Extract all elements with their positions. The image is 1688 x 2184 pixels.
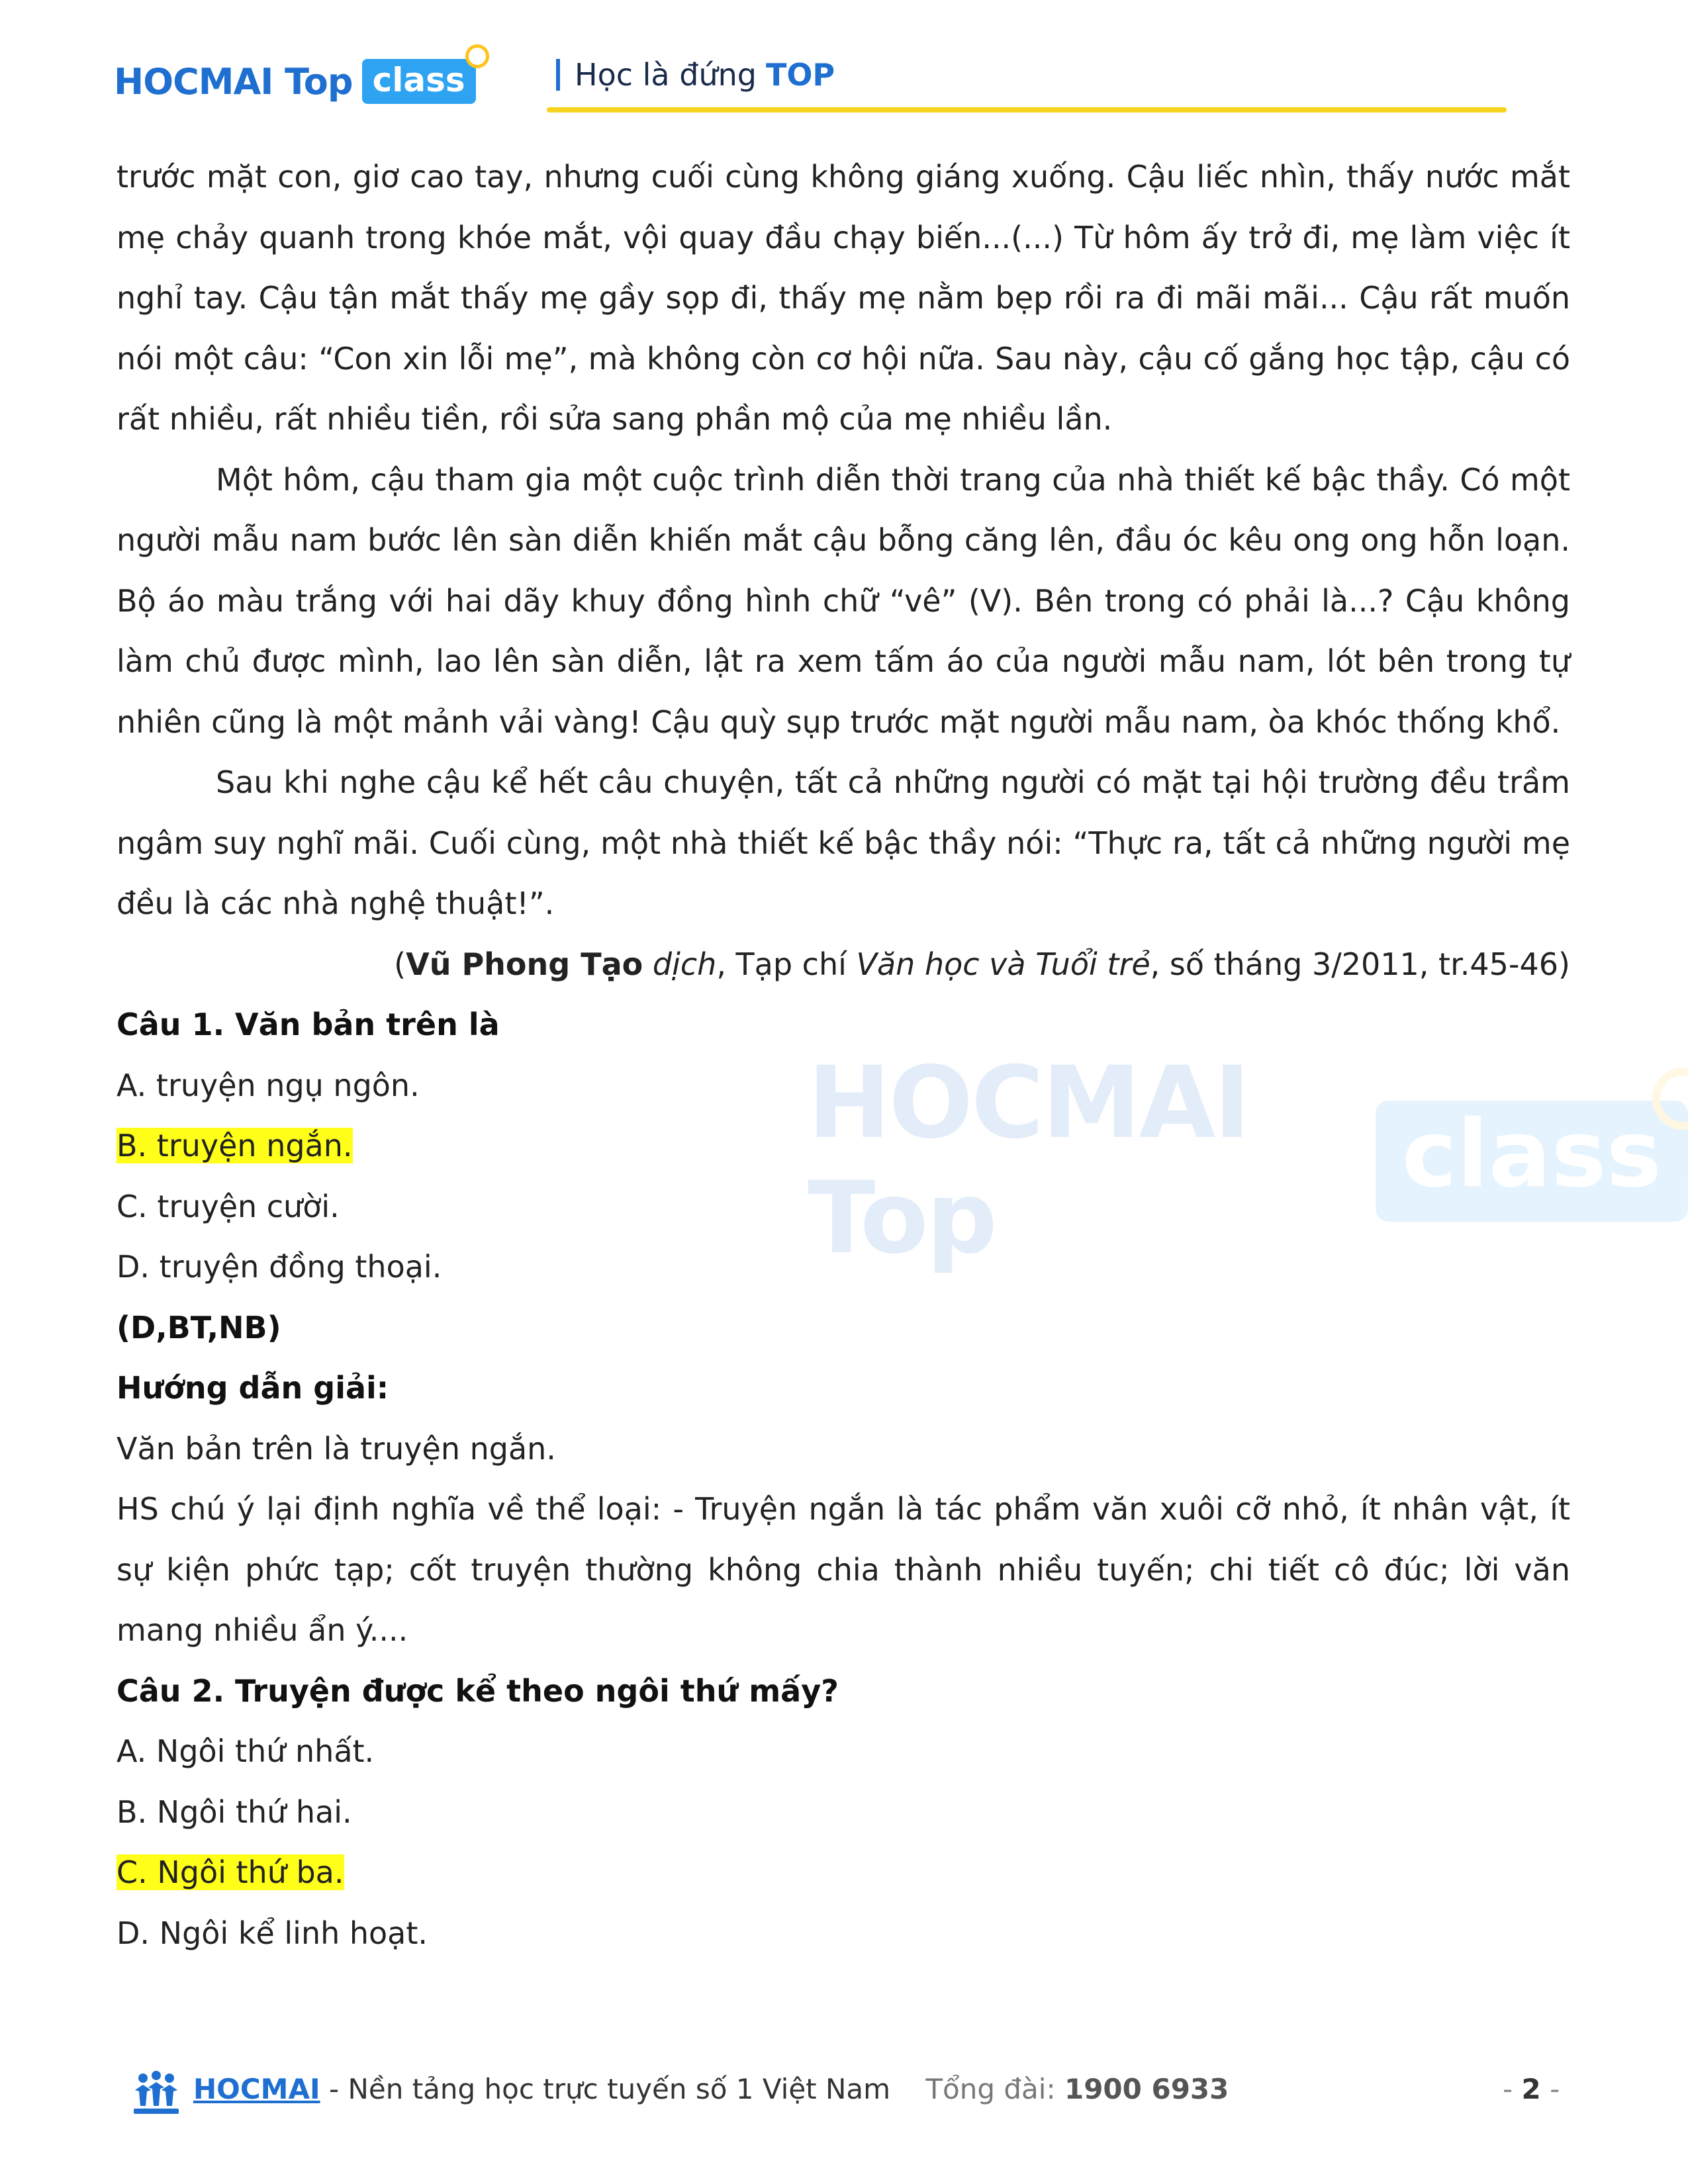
question-2-option-d: D. Ngôi kể linh hoạt. (117, 1915, 428, 1951)
source-magazine: Văn học và Tuổi trẻ (856, 946, 1150, 982)
watermark-class-text: class (1401, 1100, 1662, 1208)
page-number-prefix: - (1503, 2073, 1522, 2105)
logo-wordmark: HOCMAI Top (114, 60, 353, 103)
question-2-option-c (117, 1843, 1570, 1903)
page-number-value: 2 (1521, 2073, 1541, 2105)
source-open: ( (394, 946, 406, 982)
page-number (1503, 2073, 1560, 2105)
footer-brand-link[interactable]: HOCMAI (193, 2073, 320, 2105)
hotline-label: Tổng đài: (925, 2073, 1064, 2105)
story-paragraph-2: Một hôm, cậu tham gia một cuộc trình diễn thời trang của nhà thiết kế bậc thầy. Có một người mẫu nam bước lên sàn diễn khiến mắt cậu bỗng căng lên, đầu óc kêu ong ong hỗn loạn. Bộ áo màu trắng với hai dãy khuy đồng hình chữ “vê” (V). Bên trong có phải là...? Cậu không làm chủ được mình, lao lên sàn diễn, lật ra xem tấm áo của người mẫu nam, lót bên trong tự nhiên cũng là một mảnh vải vàng! Cậu quỳ sụp trước mặt người mẫu nam, òa khóc thống khổ. (117, 461, 1570, 740)
footer-tagline (193, 2073, 1229, 2105)
highlighted-answer: C. Ngôi thứ ba. (117, 1854, 344, 1890)
footer-tagline-text: - Nền tảng học trực tuyến số 1 Việt Nam (320, 2073, 891, 2105)
question-1-tag: (D,BT,NB) (117, 1309, 281, 1345)
question-1-option-c: C. truyện cười. (117, 1188, 340, 1224)
slogan-prefix: Học là đứng (575, 57, 757, 93)
source-translated: dịch (652, 946, 717, 982)
question-1-guide-line-1: Văn bản trên là truyện ngắn. (117, 1430, 556, 1467)
logo-class-badge (362, 59, 476, 104)
page-footer (0, 2065, 1688, 2131)
source-mid: , Tạp chí (716, 946, 857, 982)
footer-hotline (925, 2073, 1229, 2105)
hocmai-people-icon (130, 2070, 183, 2116)
page-header (0, 0, 1688, 132)
header-slogan (556, 57, 835, 93)
question-2-title: Câu 2. Truyện được kể theo ngôi thứ mấy? (117, 1672, 839, 1709)
question-1-title: Câu 1. Văn bản trên là (117, 1007, 500, 1042)
slogan-strong: TOP (765, 57, 835, 93)
question-1-guide-line-2: HS chú ý lại định nghĩa về thể loại: - Truyện ngắn là tác phẩm văn xuôi cỡ nhỏ, ít nhân vật, ít sự kiện phức tạp; cốt truyện thường không chia thành nhiều tuyến; chi tiết cô đúc; lời văn mang nhiều ẩn ý.... (117, 1491, 1570, 1648)
hotline-number: 1900 6933 (1064, 2073, 1229, 2105)
slogan-divider (556, 59, 560, 91)
question-1-option-d: D. truyện đồng thoại. (117, 1249, 442, 1285)
page-number-suffix: - (1540, 2073, 1560, 2105)
question-2-option-b: B. Ngôi thứ hai. (117, 1794, 352, 1830)
header-underline (547, 107, 1507, 113)
story-source (117, 934, 1570, 995)
source-translator: Vũ Phong Tạo (406, 946, 643, 982)
hocmai-topclass-logo (114, 52, 476, 111)
question-2-option-a: A. Ngôi thứ nhất. (117, 1733, 375, 1769)
highlighted-answer: B. truyện ngắn. (117, 1128, 353, 1163)
watermark-wordmark: HOCMAI Top (808, 1046, 1249, 1276)
question-1-option-a: A. truyện ngụ ngôn. (117, 1067, 420, 1103)
story-paragraph-1: trước mặt con, giơ cao tay, nhưng cuối cùng không giáng xuống. Cậu liếc nhìn, thấy nước mắt mẹ chảy quanh trong khóe mắt, vội quay đầu chạy biến...(...) Từ hôm ấy trở đi, mẹ làm việc ít nghỉ tay. Cậu tận mắt thấy mẹ gầy sọp đi, thấy mẹ nằm bẹp rồi ra đi mãi mãi... Cậu rất muốn nói một câu: “Con xin lỗi mẹ”, mà không còn cơ hội nữa. Sau này, cậu cố gắng học tập, cậu có rất nhiều, rất nhiều tiền, rồi sửa sang phần mộ của mẹ nhiều lần. (117, 159, 1570, 437)
document-body (117, 147, 1570, 1964)
logo-class-text: class (372, 61, 465, 99)
watermark-sun-icon (1652, 1068, 1688, 1130)
story-paragraph-3: Sau khi nghe cậu kể hết câu chuyện, tất cả những người có mặt tại hội trường đều trầm ngâm suy nghĩ mãi. Cuối cùng, một nhà thiết kế bậc thầy nói: “Thực ra, tất cả những người mẹ đều là các nhà nghệ thuật!”. (117, 764, 1570, 921)
question-1-guide-title: Hướng dẫn giải: (117, 1370, 389, 1406)
question-1-option-b (117, 1116, 1570, 1177)
sun-icon (465, 44, 489, 68)
source-tail: , số tháng 3/2011, tr.45-46) (1150, 946, 1570, 982)
